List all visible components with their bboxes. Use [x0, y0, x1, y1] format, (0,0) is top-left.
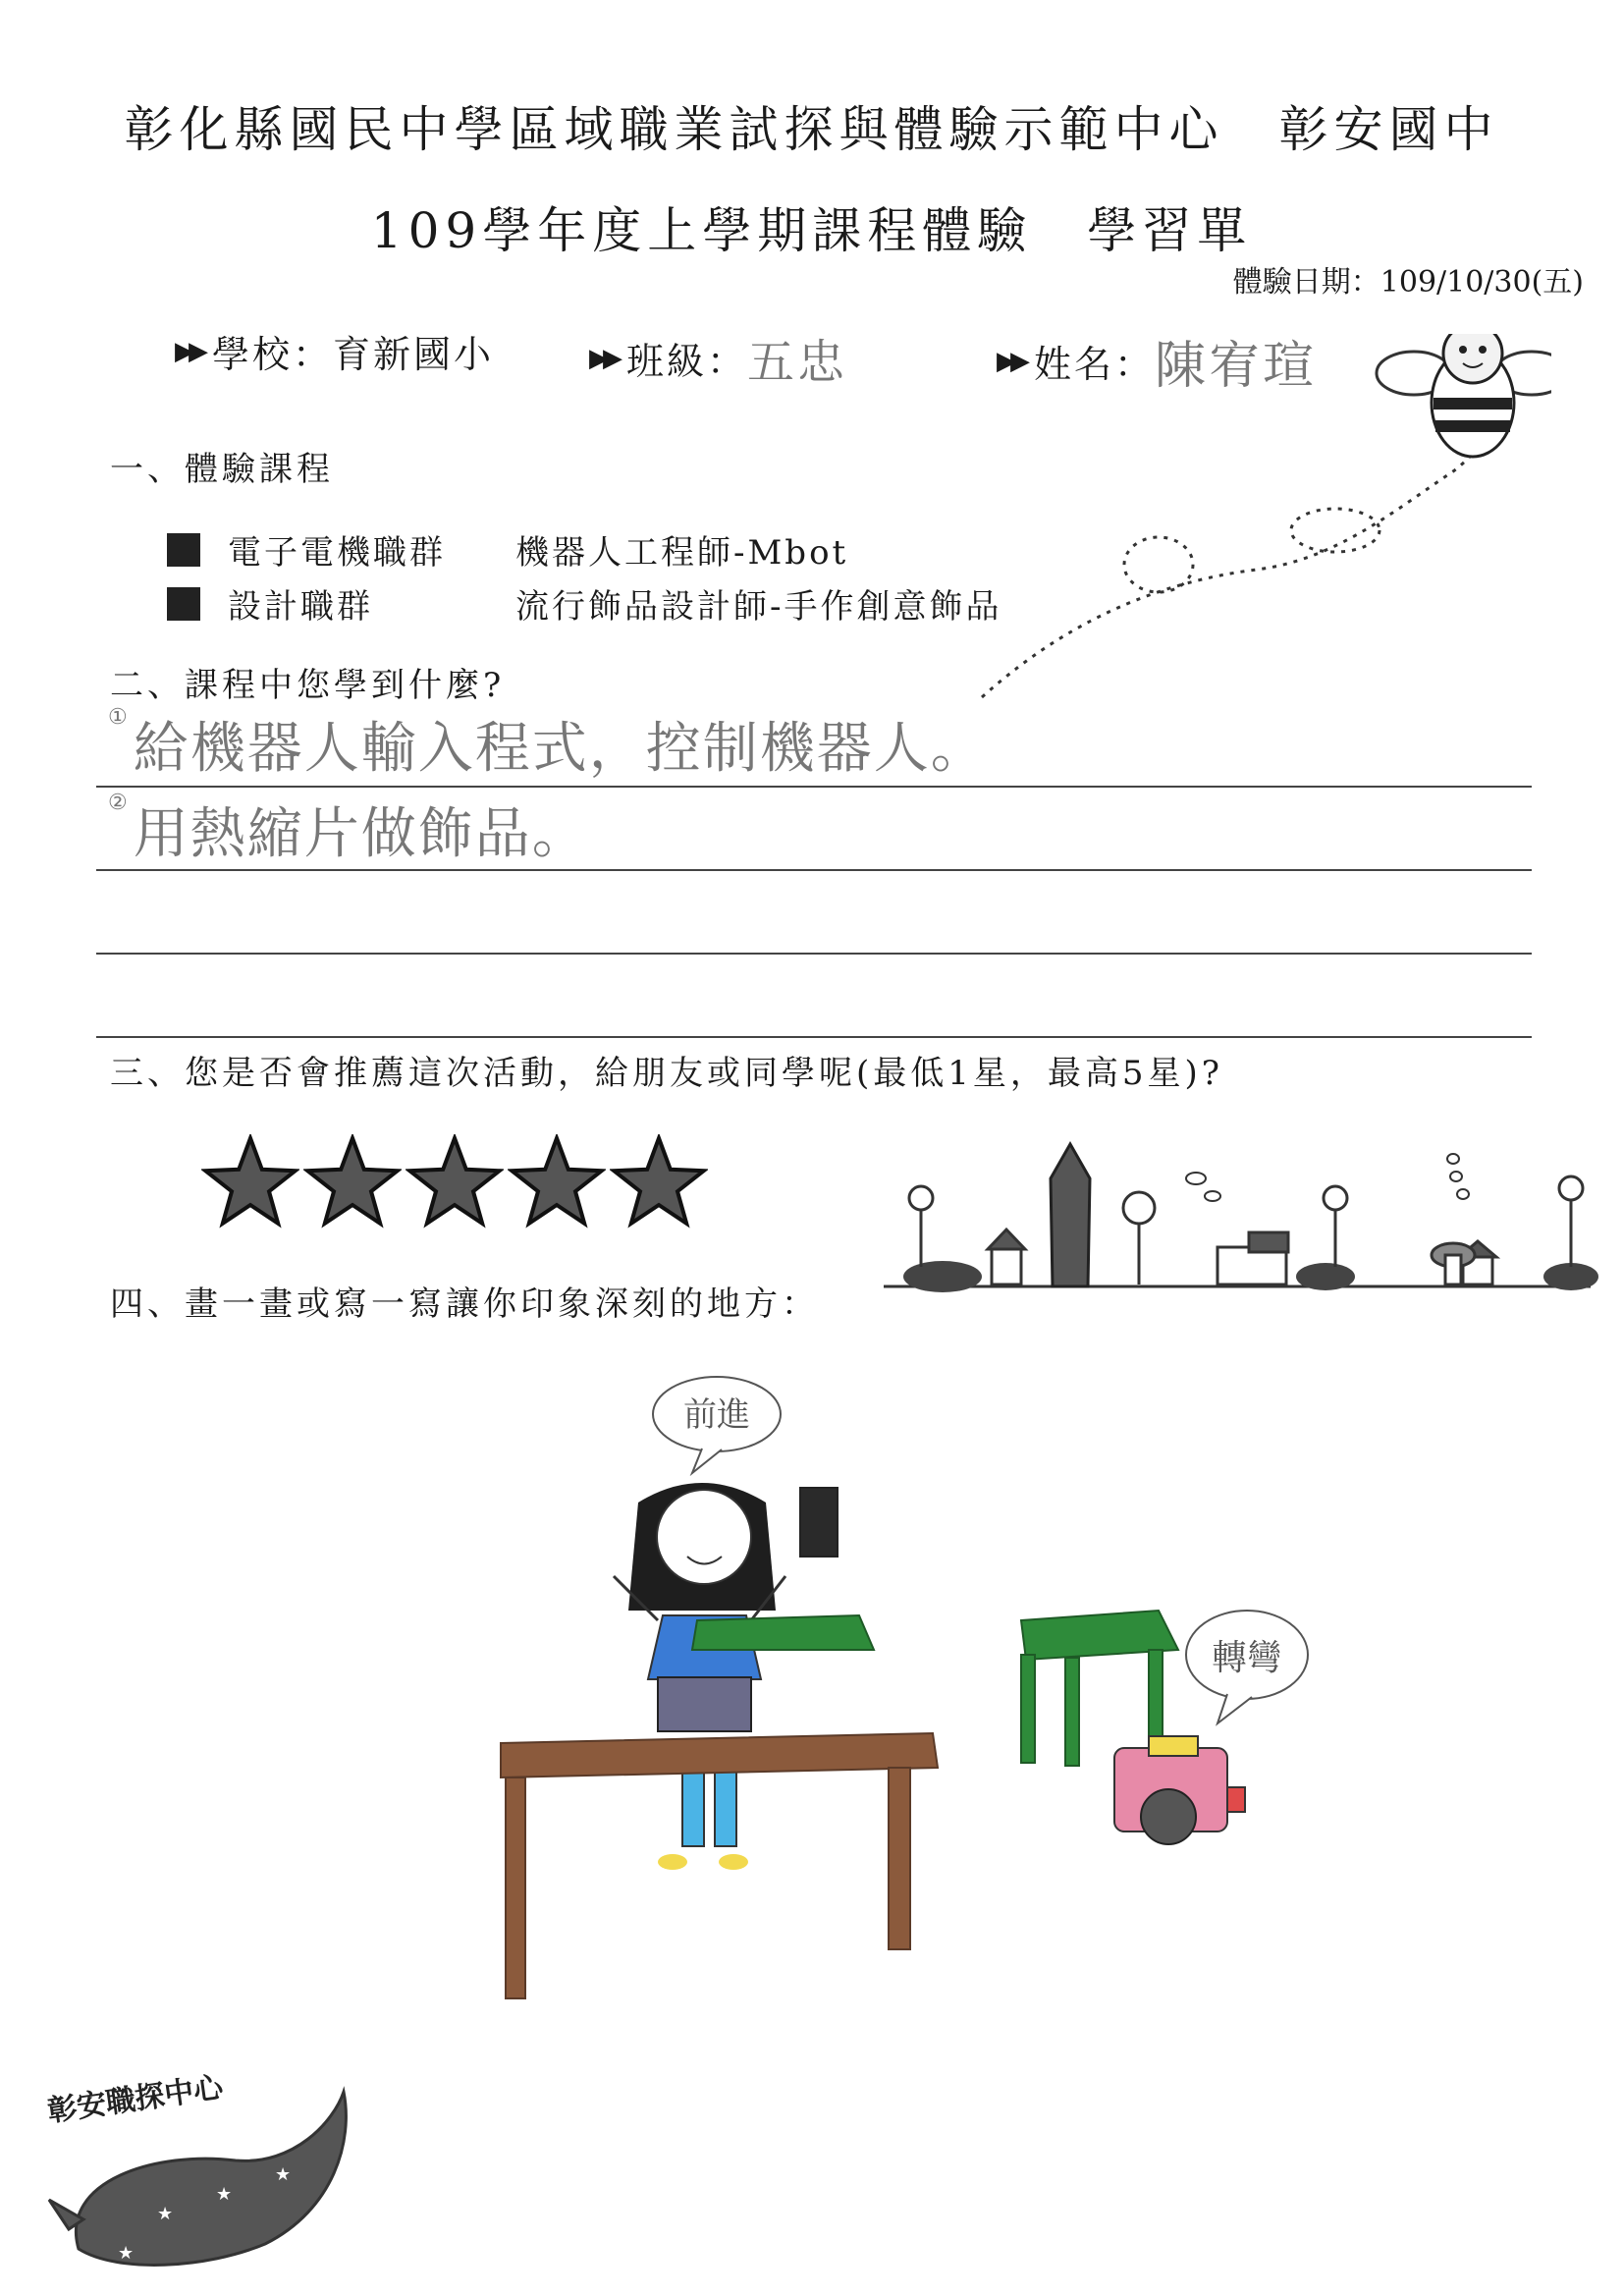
writing-line [96, 1036, 1532, 1038]
laptop-icon [658, 1677, 751, 1731]
logo-text: 彰安職探中心 [45, 2070, 226, 2129]
writing-line [96, 786, 1532, 788]
course-row [167, 579, 1002, 628]
black-square-icon [167, 587, 200, 621]
table-drawing [501, 1733, 938, 1998]
child-drawing [471, 1365, 1414, 2033]
svg-text:★: ★ [157, 2204, 174, 2224]
experience-date: 體驗日期：109/10/30(五) [1232, 265, 1584, 300]
school-value: 育新國小 [333, 333, 495, 376]
course-row [167, 525, 849, 574]
answer-line [108, 705, 988, 784]
robot-drawing [1114, 1736, 1245, 1844]
bubble2-text: 轉彎 [1211, 1638, 1283, 1678]
bubble1-text: 前進 [683, 1395, 750, 1435]
writing-line [96, 869, 1532, 871]
double-triangle-icon: ▶▶ [997, 346, 1024, 376]
course-group: 設計職群 [228, 587, 373, 627]
star-icon [610, 1134, 708, 1232]
answer-line [108, 791, 589, 869]
school-label: 學校： [212, 333, 334, 376]
header-title-line1: 彰化縣國民中學區域職業試探與體驗示範中心 彰安國中 [124, 101, 1499, 158]
star-icon [201, 1134, 299, 1232]
header-title-line2: 109學年度上學期課程體驗 學習單 [370, 202, 1253, 259]
svg-text:★: ★ [275, 2164, 292, 2185]
section1-heading: 一、體驗課程 [110, 450, 334, 489]
course-job: 機器人工程師-Mbot [515, 533, 849, 573]
name-value: 陳宥瑄 [1155, 337, 1318, 396]
course-group: 電子電機職群 [228, 533, 446, 573]
whale-logo [39, 2062, 373, 2278]
double-triangle-icon: ▶▶ [589, 343, 617, 373]
answer-number: ① [108, 705, 130, 730]
village-decoration [884, 1139, 1600, 1306]
star-icon [406, 1134, 504, 1232]
answer-text: 給機器人輸入程式，控制機器人。 [133, 717, 988, 781]
class-value: 五忠 [747, 335, 848, 390]
bee-icon [1377, 334, 1551, 457]
section3-heading: 三、您是否會推薦這次活動，給朋友或同學呢(最低1星，最高5星)? [110, 1054, 1224, 1093]
school-field [175, 324, 494, 378]
answer-number: ② [108, 791, 130, 815]
black-square-icon [167, 533, 200, 567]
answer-text: 用熱縮片做飾品。 [133, 802, 589, 866]
section4-heading: 四、畫一畫或寫一寫讓你印象深刻的地方： [110, 1285, 819, 1324]
star-rating [201, 1134, 708, 1232]
bee-decoration [962, 334, 1551, 707]
svg-text:★: ★ [216, 2184, 233, 2205]
course-job: 流行飾品設計師-手作創意飾品 [515, 587, 1002, 627]
star-icon [508, 1134, 606, 1232]
pencil-tower-icon [1051, 1144, 1090, 1286]
green-stool-drawing [692, 1615, 874, 1650]
writing-line [96, 953, 1532, 955]
name-label: 姓名： [1034, 343, 1156, 386]
star-icon [303, 1134, 402, 1232]
svg-text:★: ★ [118, 2243, 135, 2264]
section2-heading: 二、課程中您學到什麼? [110, 666, 506, 705]
class-field [589, 324, 847, 392]
class-label: 班級： [626, 340, 748, 383]
double-triangle-icon: ▶▶ [175, 336, 202, 366]
